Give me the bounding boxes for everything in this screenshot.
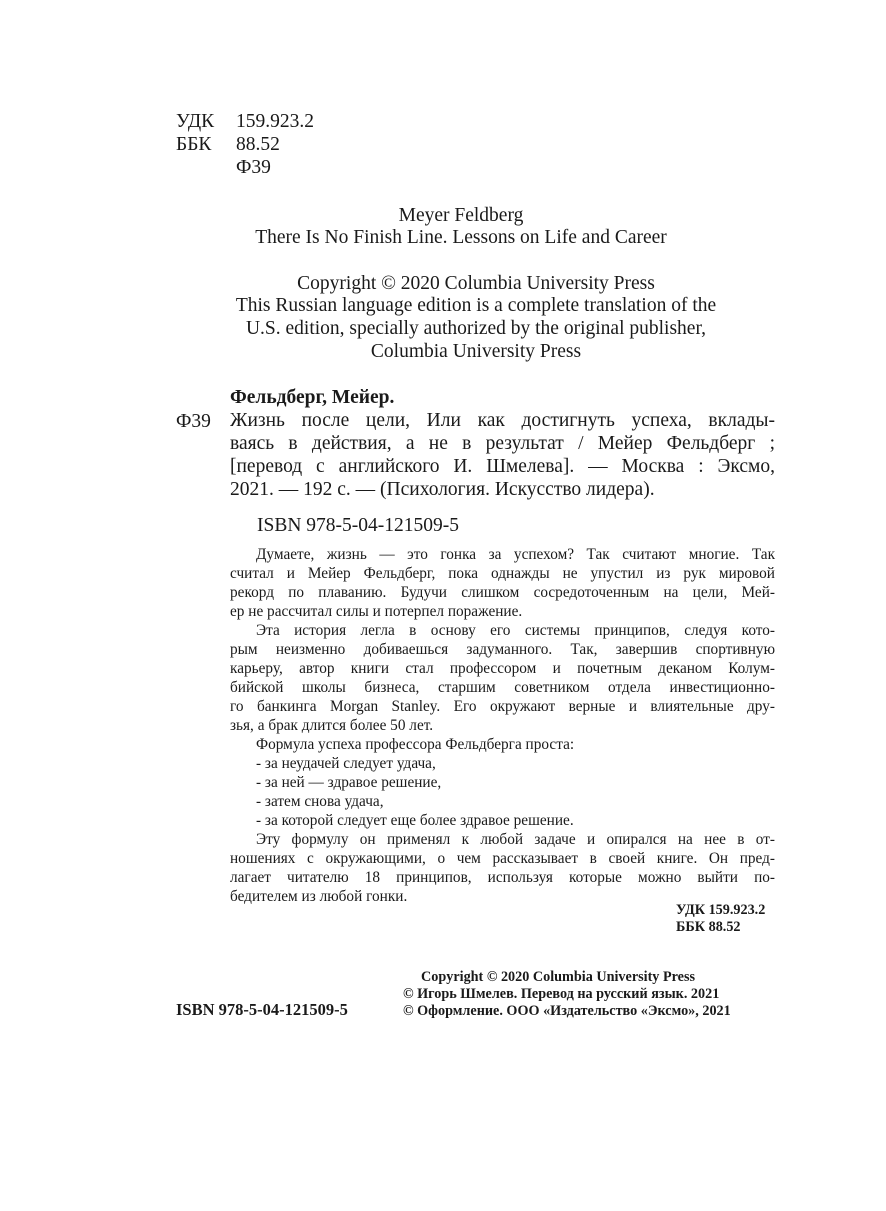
copyright-line-2: This Russian language edition is a complete translation of the: [235, 295, 717, 316]
copyright-line-4: Columbia University Press: [370, 341, 582, 362]
original-title: There Is No Finish Line. Lessons on Life and Career: [255, 227, 667, 248]
formula-intro: Формула успеха профессора Фельдберга проста:: [256, 736, 575, 753]
bottom-udk: УДК 159.923.2: [676, 902, 766, 918]
copyright-line-3: U.S. edition, specially authorized by the original publisher,: [245, 318, 707, 339]
udk-value: 159.923.2: [236, 111, 314, 132]
formula-item: - за которой следует еще более здравое решение.: [256, 812, 574, 829]
card-line-2: ваясь в действия, а не в результат / Мейер Фельдберг ;: [230, 433, 775, 454]
card-heading: Фельдберг, Мейер.: [230, 387, 395, 408]
udk-label: УДК: [176, 111, 215, 132]
bottom-copyright-3: © Оформление. ООО «Издательство «Эксмо», 2021: [403, 1003, 731, 1019]
para2-line-2: рым неизменно добиваешься задуманного. Так, завершив спортивную: [230, 641, 775, 658]
formula-item: - за ней — здравое решение,: [256, 774, 442, 791]
bottom-copyright-1: Copyright © 2020 Columbia University Press: [421, 969, 695, 985]
para1-line-3: рекорд по плаванию. Будучи слишком сосредоточенным на цели, Мей-: [230, 584, 775, 601]
para3-line-1: Эту формулу он применял к любой задаче и опирался на нее в от-: [256, 831, 775, 848]
card-isbn: ISBN 978-5-04-121509-5: [257, 515, 460, 536]
para2-line-3: карьеру, автор книги стал профессором и почетным деканом Колум-: [230, 660, 775, 677]
para3-line-2: ношениях с окружающими, о чем рассказывает в своей книге. Он пред-: [230, 850, 775, 867]
formula-item: - затем снова удача,: [256, 793, 384, 810]
annotation: [230, 545, 775, 906]
para2-line-5: го банкинга Morgan Stanley. Его окружают верные и влиятельные дру-: [230, 698, 775, 715]
card-line-1: Жизнь после цели, Или как достигнуть успеха, вклады-: [230, 410, 775, 431]
para1-line-1: Думаете, жизнь — это гонка за успехом? Так считают многие. Так: [256, 546, 775, 563]
bottom-copyright-2: © Игорь Шмелев. Перевод на русский язык. 2021: [403, 986, 720, 1002]
bbk-value: 88.52: [236, 134, 280, 155]
author-mark: Ф39: [236, 157, 271, 178]
para2-line-6: зья, а брак длится более 50 лет.: [230, 717, 434, 734]
bottom-bbk: ББК 88.52: [676, 919, 741, 935]
copyright-line-1: Copyright © 2020 Columbia University Press: [297, 273, 655, 294]
bottom-isbn: ISBN 978-5-04-121509-5: [176, 1000, 348, 1019]
bbk-row: [176, 134, 280, 156]
card-line-3: [перевод с английского И. Шмелева]. — Москва : Эксмо,: [230, 456, 775, 477]
card-line-4: 2021. — 192 с. — (Психология. Искусство лидера).: [230, 479, 655, 500]
card-mark: Ф39: [176, 411, 211, 432]
para2-line-1: Эта история легла в основу его системы принципов, следуя кото-: [256, 622, 775, 639]
formula-item: - за неудачей следует удача,: [256, 755, 436, 772]
para3-line-3: лагает читателю 18 принципов, используя которые можно выйти по-: [230, 869, 775, 886]
para2-line-4: бийской школы бизнеса, старшим советником отдела инвестиционно-: [230, 679, 775, 696]
udk-row: [176, 111, 314, 133]
para3-line-4: бедителем из любой гонки.: [230, 888, 408, 905]
para1-line-2: считал и Мейер Фельдберг, пока однажды не упустил из рук мировой: [230, 565, 775, 582]
original-author: Meyer Feldberg: [398, 205, 524, 226]
para1-line-4: ер не рассчитал силы и потерпел поражение.: [230, 603, 523, 620]
author-mark-row: [176, 157, 271, 179]
bbk-label: ББК: [176, 134, 212, 155]
